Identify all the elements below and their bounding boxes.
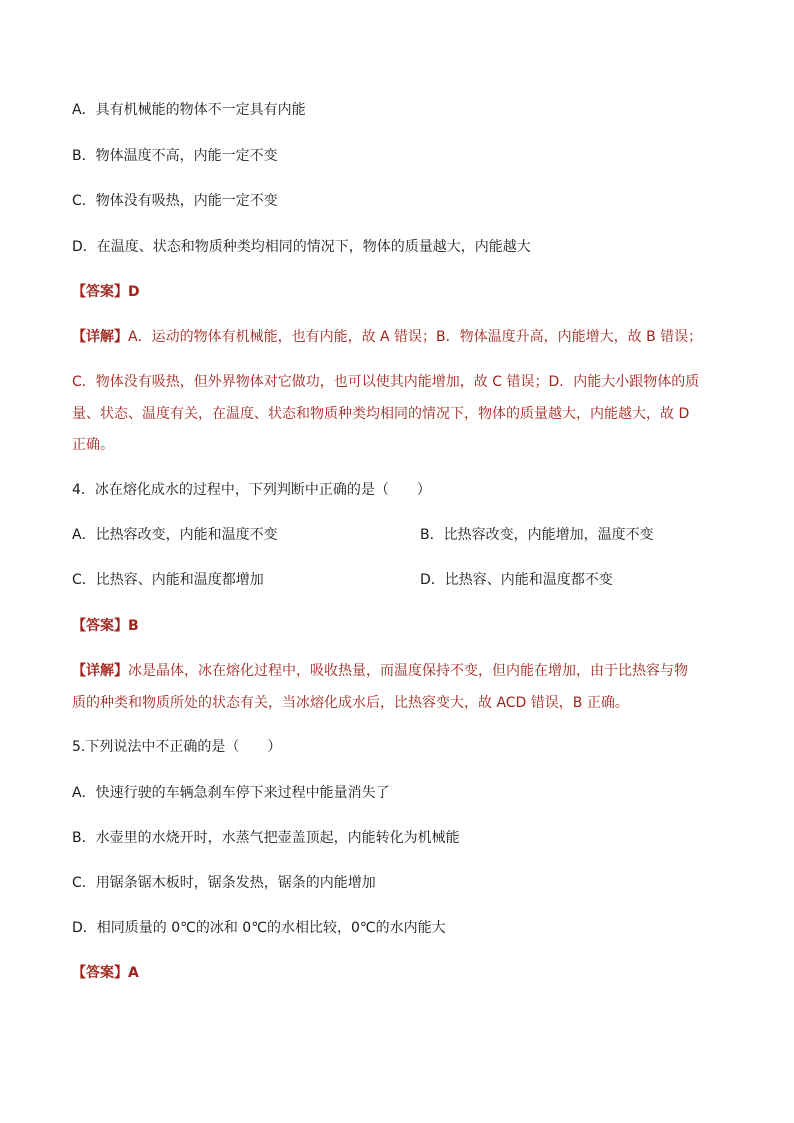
q5-answer xyxy=(72,963,732,983)
detail-label: 【详解】 xyxy=(72,329,128,345)
q4-options-row-1 xyxy=(72,525,732,545)
q5-option-c: C．用锯条锯木板时，锯条发热，锯条的内能增加 xyxy=(72,875,376,891)
detail-text: A．运动的物体有机械能，也有内能，故 A 错误；B．物体温度升高，内能增大，故 B 错误； xyxy=(128,329,703,345)
q4-option-a: A．比热容改变，内能和温度不变 xyxy=(72,527,278,543)
answer-label: 【答案】 xyxy=(72,284,128,300)
q4-option-c: C．比热容、内能和温度都增加 xyxy=(72,572,264,588)
q4-answer xyxy=(72,616,732,636)
q3-detail-line-1 xyxy=(72,327,732,347)
q3-option-d: D．在温度、状态和物质种类均相同的情况下，物体的质量越大，内能越大 xyxy=(72,239,531,255)
q3-detail-line-4: 正确。 xyxy=(72,437,114,453)
q5-option-d: D．相同质量的 0℃的冰和 0℃的水相比较，0℃的水内能大 xyxy=(72,920,446,936)
q5-option-a: A．快速行驶的车辆急刹车停下来过程中能量消失了 xyxy=(72,785,390,801)
answer-label: 【答案】 xyxy=(72,618,128,634)
q4-option-d: D．比热容、内能和温度都不变 xyxy=(420,572,613,588)
q3-option-b: B．物体温度不高，内能一定不变 xyxy=(72,148,278,164)
q3-detail-line-2: C．物体没有吸热，但外界物体对它做功，也可以使其内能增加，故 C 错误；D．内能大小跟物体的质 xyxy=(72,374,700,390)
answer-value: D xyxy=(128,284,140,300)
q4-detail-line-1 xyxy=(72,661,732,681)
q4-option-b: B．比热容改变，内能增加，温度不变 xyxy=(420,527,654,543)
answer-value: A xyxy=(128,965,139,981)
q3-answer xyxy=(72,282,732,302)
answer-label: 【答案】 xyxy=(72,965,128,981)
detail-label: 【详解】 xyxy=(72,663,128,679)
q3-option-a: A．具有机械能的物体不一定具有内能 xyxy=(72,102,306,118)
q3-detail-line-3: 量、状态、温度有关，在温度、状态和物质种类均相同的情况下，物体的质量越大，内能越大，故 D xyxy=(72,406,690,422)
q5-option-b: B．水壶里的水烧开时，水蒸气把壶盖顶起，内能转化为机械能 xyxy=(72,830,460,846)
answer-value: B xyxy=(128,618,139,634)
q5-stem: 5.下列说法中不正确的是（ ） xyxy=(72,739,282,755)
q4-detail-line-2: 质的种类和物质所处的状态有关，当冰熔化成水后，比热容变大，故 ACD 错误，B 正确。 xyxy=(72,695,629,711)
q4-stem: 4．冰在熔化成水的过程中，下列判断中正确的是（ ） xyxy=(72,482,431,498)
q4-options-row-2 xyxy=(72,570,732,590)
detail-text: 冰是晶体，冰在熔化过程中，吸收热量，而温度保持不变，但内能在增加，由于比热容与物 xyxy=(128,663,688,679)
q3-option-c: C．物体没有吸热，内能一定不变 xyxy=(72,193,278,209)
